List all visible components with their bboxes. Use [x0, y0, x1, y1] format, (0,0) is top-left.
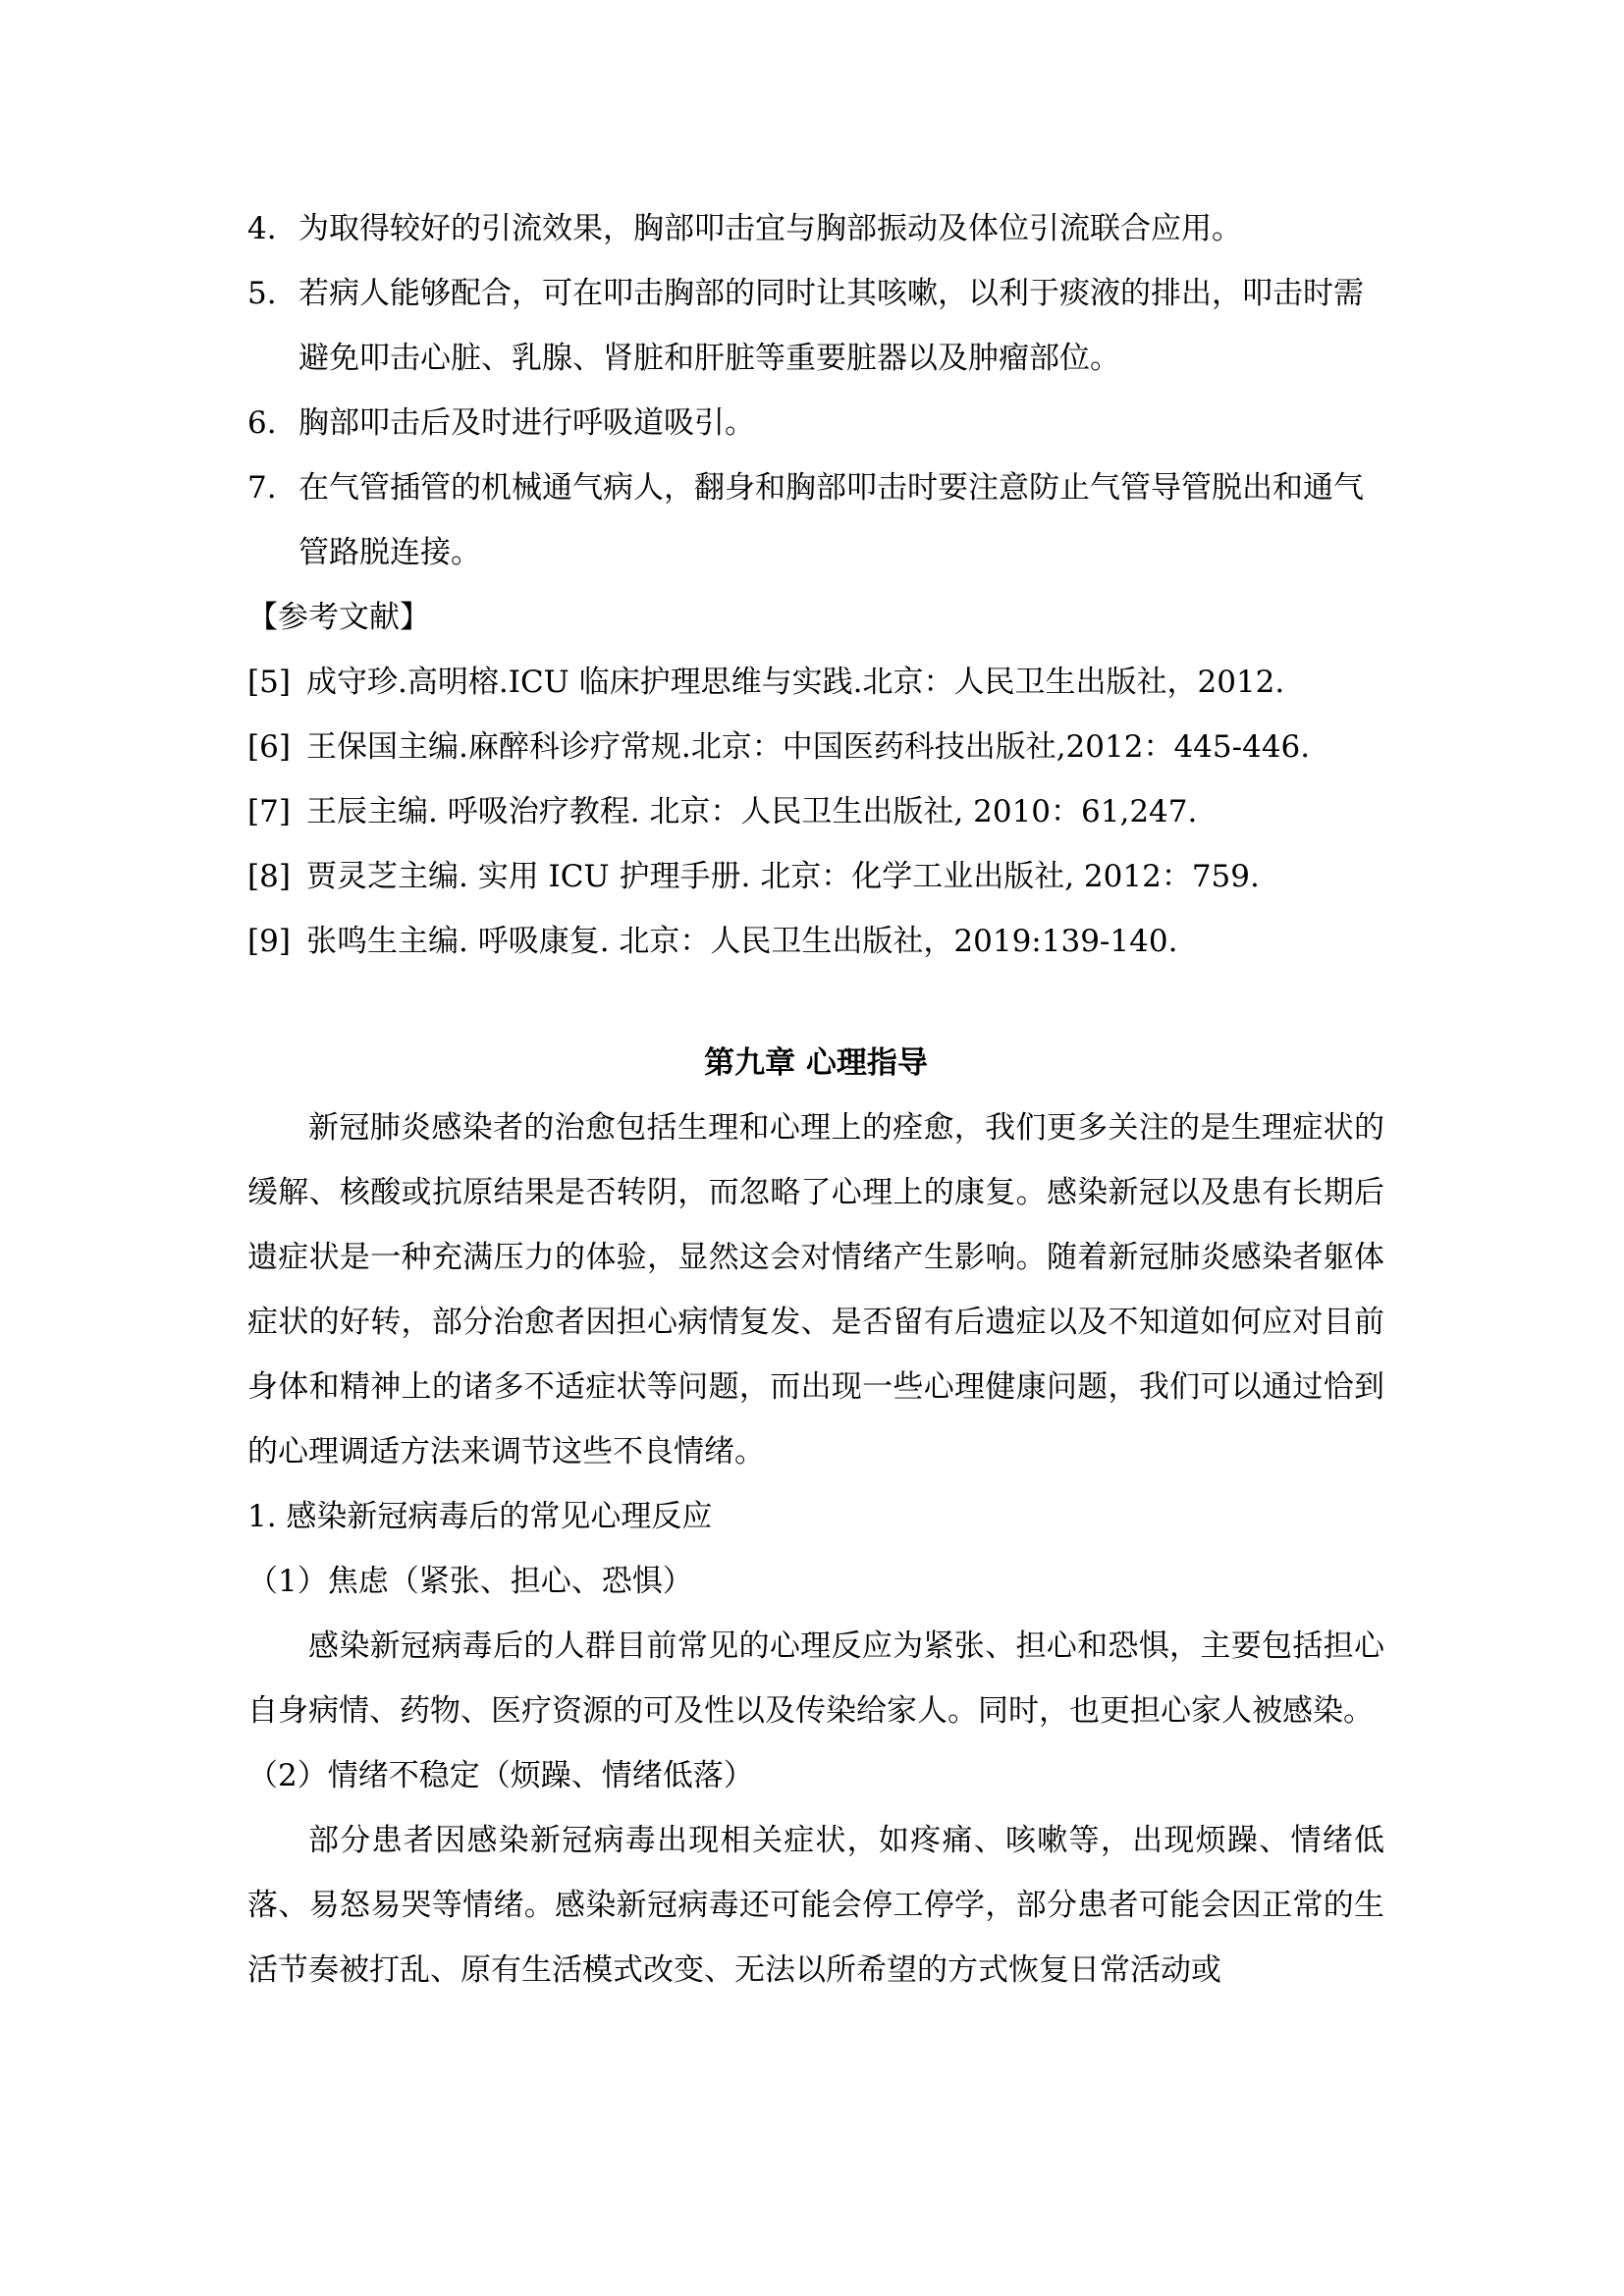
list-item — [247, 261, 1384, 391]
reference-number: [6] — [247, 729, 291, 765]
list-item — [247, 391, 1384, 455]
list-text: 胸部叩击后及时进行呼吸道吸引。 — [298, 405, 755, 441]
list-number: 6. — [247, 405, 277, 441]
reference-item — [247, 909, 1384, 974]
page-content — [247, 196, 1384, 2002]
reference-text: 张鸣生主编. 呼吸康复. 北京：人民卫生出版社，2019:139-140. — [306, 924, 1178, 959]
list-number: 4. — [247, 211, 277, 246]
reference-item — [247, 844, 1384, 909]
list-text: 在气管插管的机械通气病人，翻身和胸部叩击时要注意防止气管导管脱出和通气管路脱连接。 — [298, 470, 1364, 570]
references-heading: 【参考文献】 — [247, 600, 430, 635]
list-text: 为取得较好的引流效果，胸部叩击宜与胸部振动及体位引流联合应用。 — [298, 211, 1242, 246]
reference-text: 成守珍.高明榕.ICU 临床护理思维与实践.北京：人民卫生出版社，2012. — [306, 665, 1285, 700]
list-item — [247, 196, 1384, 261]
reference-item — [247, 650, 1384, 715]
subsection-paragraph: 感染新冠病毒后的人群目前常见的心理反应为紧张、担心和恐惧，主要包括担心自身病情、药物、医疗资源的可及性以及传染给家人。同时，也更担心家人被感染。 — [247, 1629, 1384, 1729]
section-heading: 1. 感染新冠病毒后的常见心理反应 — [247, 1499, 713, 1534]
list-number: 5. — [247, 276, 277, 311]
reference-item — [247, 779, 1384, 844]
reference-number: [7] — [247, 794, 291, 829]
reference-number: [9] — [247, 924, 291, 959]
intro-paragraph: 新冠肺炎感染者的治愈包括生理和心理上的痊愈，我们更多关注的是生理症状的缓解、核酸或抗原结果是否转阴，而忽略了心理上的康复。感染新冠以及患有长期后遗症状是一种充满压力的体验，显然这会对情绪产生影响。随着新冠肺炎感染者躯体症状的好转，部分治愈者因担心病情复发、是否留有后遗症以及不知道如何应对目前身体和精神上的诸多不适症状等问题，而出现一些心理健康问题，我们可以通过恰到的心理调适方法来调节这些不良情绪。 — [247, 1110, 1384, 1469]
subsection-heading: （1）焦虑（紧张、担心、恐惧） — [247, 1564, 693, 1599]
reference-item — [247, 715, 1384, 779]
list-number: 7. — [247, 470, 277, 506]
list-text: 若病人能够配合，可在叩击胸部的同时让其咳嗽，以利于痰液的排出，叩击时需避免叩击心脏、乳腺、肾脏和肝脏等重要脏器以及肿瘤部位。 — [298, 276, 1364, 376]
reference-text: 贾灵芝主编. 实用 ICU 护理手册. 北京：化学工业出版社, 2012：759. — [306, 859, 1260, 894]
reference-text: 王辰主编. 呼吸治疗教程. 北京：人民卫生出版社, 2010：61,247. — [306, 794, 1198, 829]
subsection-paragraph: 部分患者因感染新冠病毒出现相关症状，如疼痛、咳嗽等，出现烦躁、情绪低落、易怒易哭等情绪。感染新冠病毒还可能会停工停学，部分患者可能会因正常的生活节奏被打乱、原有生活模式改变、无法以所希望的方式恢复日常活动或 — [247, 1823, 1384, 1988]
subsection-heading: （2）情绪不稳定（烦躁、情绪低落） — [247, 1758, 754, 1793]
reference-number: [8] — [247, 859, 291, 894]
chapter-title: 第九章 心理指导 — [704, 1045, 928, 1081]
reference-number: [5] — [247, 665, 291, 700]
list-item — [247, 455, 1384, 585]
reference-text: 王保国主编.麻醉科诊疗常规.北京：中国医药科技出版社,2012：445-446. — [306, 729, 1311, 765]
